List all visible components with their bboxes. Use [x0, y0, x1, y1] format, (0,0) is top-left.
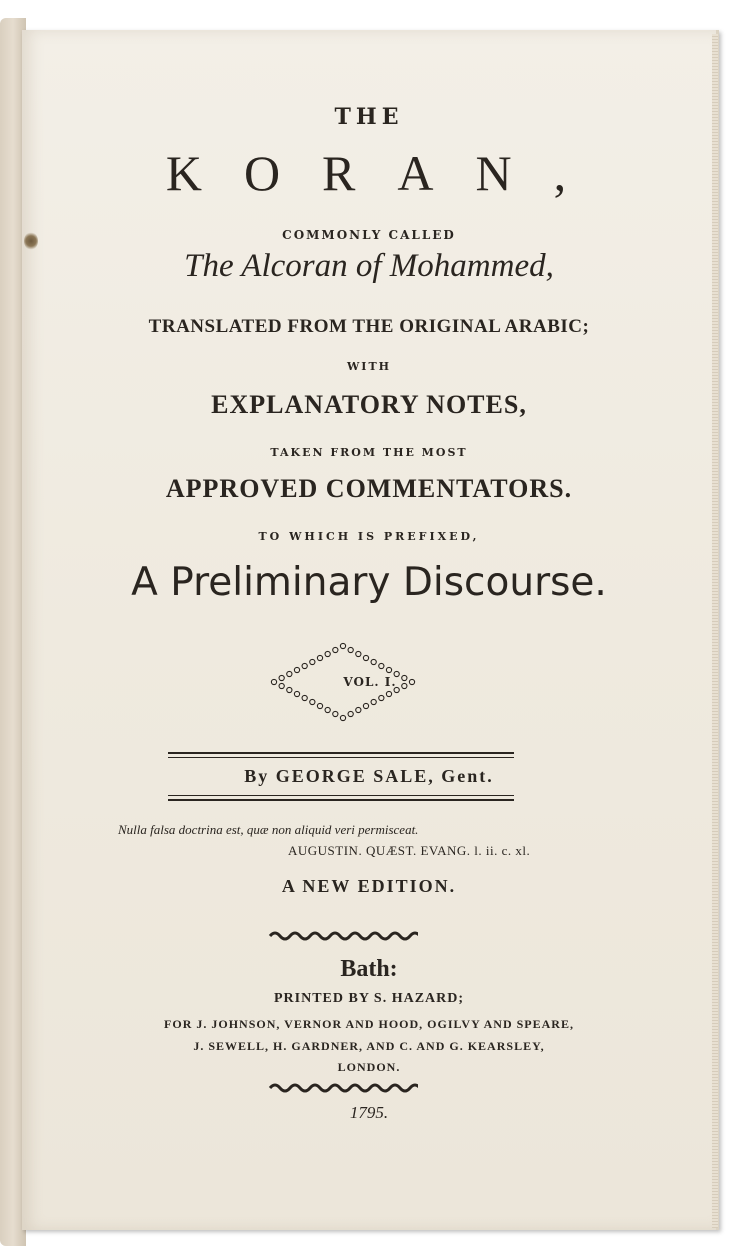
- ornament-star: [371, 699, 376, 704]
- ornament-star: [363, 655, 368, 660]
- title-koran: KORAN,: [165, 145, 609, 201]
- author-line: By GEORGE SALE, Gent.: [244, 766, 494, 786]
- ornament-star: [340, 643, 345, 648]
- ornament-star: [379, 695, 384, 700]
- taken-from: TAKEN FROM THE MOST: [270, 446, 468, 459]
- booksellers-line-1: FOR J. JOHNSON, VERNOR AND HOOD, OGILVY AND SPEARE,: [164, 1017, 574, 1031]
- ornament-star: [371, 659, 376, 664]
- wave-ornament-icon: [268, 930, 418, 942]
- ornament-star: [379, 663, 384, 668]
- ornament-star: [302, 663, 307, 668]
- ornament-star: [333, 711, 338, 716]
- title-the: THE: [334, 104, 404, 130]
- ornament-star: [317, 703, 322, 708]
- epigraph-source: AUGUSTIN. QUÆST. EVANG. l. ii. c. xl.: [288, 843, 531, 858]
- subtitle-alcoran: The Alcoran of Mohammed,: [184, 248, 554, 284]
- ornament-star: [325, 651, 330, 656]
- ornament-star: [348, 647, 353, 652]
- imprint-place: Bath:: [340, 956, 398, 982]
- explanatory-notes: EXPLANATORY NOTES,: [211, 390, 527, 419]
- ornament-star: [386, 691, 391, 696]
- prefixed-line: TO WHICH IS PREFIXED,: [258, 530, 480, 543]
- ornament-star: [386, 667, 391, 672]
- ornament-star: [294, 691, 299, 696]
- ornament-star: [325, 707, 330, 712]
- preliminary-discourse: A Preliminary Discourse.: [131, 560, 607, 605]
- rule-bottom-thick: [168, 799, 514, 801]
- ornament-star: [363, 703, 368, 708]
- imprint-year: 1795.: [349, 1103, 389, 1122]
- rule-top-thick: [168, 752, 514, 754]
- printer-line: PRINTED BY S. HAZARD;: [273, 991, 465, 1006]
- ornament-star: [356, 651, 361, 656]
- commonly-called: COMMONLY CALLED: [282, 228, 456, 242]
- ornament-star: [302, 695, 307, 700]
- with-line: WITH: [346, 360, 392, 373]
- ornament-star: [333, 647, 338, 652]
- ornament-star: [310, 659, 315, 664]
- volume-label: VOL. I.: [343, 675, 397, 689]
- epigraph: Nulla falsa doctrina est, quæ non aliquid veri permisceat.: [118, 822, 419, 837]
- ornament-star: [294, 667, 299, 672]
- ornament-star: [317, 655, 322, 660]
- ornament-star: [348, 711, 353, 716]
- rule-bottom-thin: [168, 795, 514, 796]
- wave-ornament-bottom-icon: [268, 1082, 418, 1094]
- booksellers-line-2: J. SEWELL, H. GARDNER, AND C. AND G. KEARSLEY,: [193, 1039, 545, 1053]
- rule-top-thin: [168, 757, 514, 758]
- city-line: LONDON.: [337, 1060, 401, 1074]
- ornament-star: [356, 707, 361, 712]
- edition-line: A NEW EDITION.: [281, 876, 457, 896]
- approved-commentators: APPROVED COMMENTATORS.: [165, 474, 573, 503]
- ornament-star: [310, 699, 315, 704]
- ornament-star: [340, 715, 345, 720]
- translated-line: TRANSLATED FROM THE ORIGINAL ARABIC;: [148, 316, 590, 337]
